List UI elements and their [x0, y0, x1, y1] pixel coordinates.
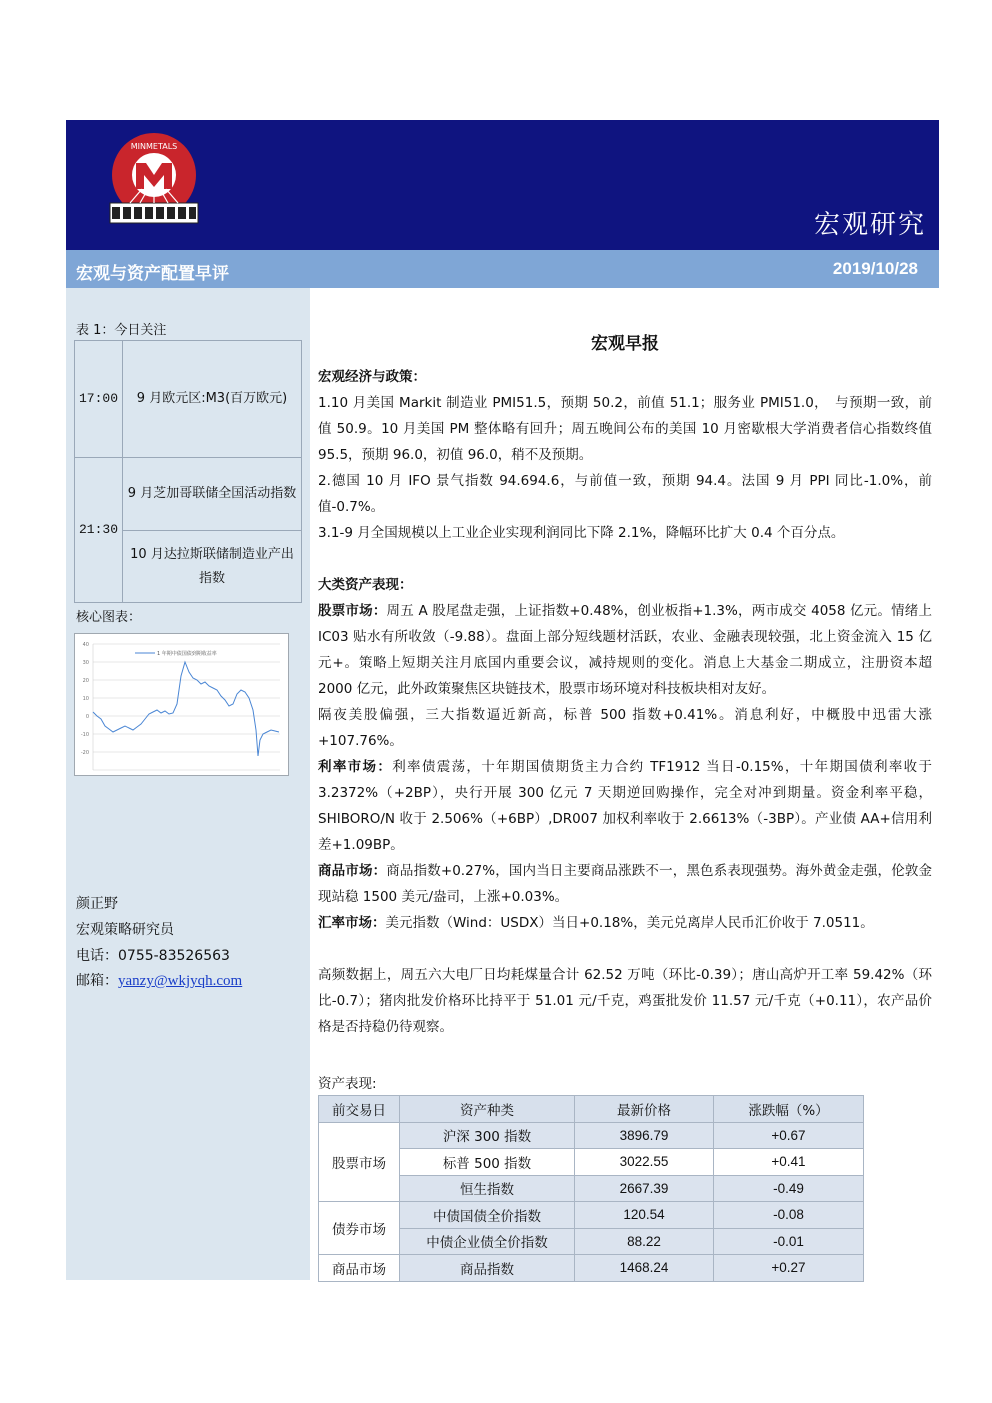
- rate-paragraph: [318, 754, 932, 858]
- event-item: 10 月达拉斯联储制造业产出指数: [123, 531, 302, 603]
- y-tick: 30: [82, 660, 89, 666]
- core-chart: [74, 633, 289, 776]
- asset-name: 中债国债全价指数: [400, 1202, 575, 1229]
- author-title: 宏观策略研究员: [76, 922, 174, 938]
- asset-price: 3022.55: [575, 1149, 714, 1176]
- table-row: [319, 1149, 864, 1176]
- y-tick: -20: [80, 750, 89, 756]
- author-email-row: [76, 970, 242, 990]
- fx-label: 汇率市场：: [318, 915, 386, 931]
- today-focus-table: [74, 340, 302, 603]
- asset-table: [318, 1095, 864, 1282]
- report-date: 2019/10/28: [832, 259, 918, 278]
- y-tick: 40: [82, 642, 89, 648]
- stock-text: 周五 A 股尾盘走强，上证指数+0.48%，创业板指+1.3%，两市成交 4058 亿元。情绪上 IC03 贴水有所收敛（-9.88）。盘面上部分短线题材活跃，农业、金融表现较强，北上资金流入 15 亿元+。策略上短期关注月底国内重要会议，减持规则的变化。消息上大基金二期成立，注册资本超 2000 亿元，此外政策聚焦区块链技术，股票市场环境对科技板块相对友好。: [318, 603, 933, 697]
- email-label: 邮箱：: [76, 973, 118, 989]
- event-item: 9 月芝加哥联储全国活动指数: [123, 458, 302, 531]
- column-header: 最新价格: [575, 1096, 714, 1123]
- asset-price: 3896.79: [575, 1122, 714, 1149]
- table-row: [319, 1122, 864, 1149]
- asset-name: 商品指数: [400, 1255, 575, 1282]
- commodity-paragraph: [318, 858, 932, 910]
- high-frequency-paragraph: 高频数据上，周五六大电厂日均耗煤量合计 62.52 万吨（环比-0.39）；唐山高炉开工率 59.42%（环比-0.7）；猪肉批发价格环比持平于 51.01 元/千克，鸡蛋批发价 11.57 元/千克（+0.11），农产品价格是否持稳仍待观察。: [318, 967, 932, 1035]
- y-tick: 0: [85, 714, 89, 720]
- report-series: 宏观与资产配置早评: [76, 264, 229, 284]
- asset-change: -0.01: [714, 1228, 864, 1255]
- asset-price: 120.54: [575, 1202, 714, 1229]
- us-stock-paragraph: 隔夜美股偏强，三大指数逼近新高，标普 500 指数+0.41%。消息利好，中概股中迅雷大涨+107.76%。: [318, 707, 932, 749]
- event-time: 17:00: [75, 341, 123, 458]
- group-cell: 商品市场: [319, 1255, 400, 1282]
- stock-paragraph: [318, 598, 932, 702]
- asset-name: 恒生指数: [400, 1175, 575, 1202]
- commodity-label: 商品市场：: [318, 863, 387, 879]
- asset-name: 沪深 300 指数: [400, 1122, 575, 1149]
- fx-text: 美元指数（Wind：USDX）当日+0.18%，美元兑离岸人民币汇价收于 7.0511。: [385, 915, 874, 931]
- group-cell: 债券市场: [319, 1202, 400, 1255]
- legend-label: 1 年期中债国债到期收益率: [157, 651, 217, 657]
- macro-heading: 宏观经济与政策：: [318, 369, 426, 385]
- today-focus-label: 表 1：今日关注: [76, 323, 167, 338]
- commodity-text: 商品指数+0.27%，国内当日主要商品涨跌不一，黑色系表现强势。海外黄金走强，伦敦金现站稳 1500 美元/盎司，上涨+0.03%。: [318, 863, 933, 905]
- asset-change: -0.49: [714, 1175, 864, 1202]
- table-row: [319, 1255, 864, 1282]
- y-tick: -10: [80, 732, 89, 738]
- event-item: 9 月欧元区:M3(百万欧元): [123, 341, 302, 458]
- macro-paragraph: 2.德国 10 月 IFO 景气指数 94.694.6，与前值一致，预期 94.4。法国 9 月 PPI 同比-1.0%，前值-0.7%。: [318, 473, 932, 515]
- column-header: 资产种类: [400, 1096, 575, 1123]
- email-link[interactable]: yanzy@wkjyqh.com: [118, 973, 243, 989]
- logo-text: MINMETALS: [130, 142, 178, 151]
- rate-label: 利率市场：: [318, 759, 393, 775]
- group-cell: 股票市场: [319, 1122, 400, 1202]
- column-header: 前交易日: [319, 1096, 400, 1123]
- asset-change: +0.27: [714, 1255, 864, 1282]
- fx-paragraph: [318, 910, 932, 936]
- main-content: [318, 330, 932, 1040]
- core-chart-label: 核心图表：: [76, 610, 142, 625]
- rate-text: 利率债震荡，十年期国债期货主力合约 TF1912 当日-0.15%，十年期国债利率收于3.2372%（+2BP），央行开展 300 亿元 7 天期逆回购操作，完全对冲到期量。资金利率平稳，SHIBORO/N 收于 2.506%（+6BP）,DR007 加权利率收于 2.6613%（-3BP）。产业债 AA+信用利差+1.09BP。: [318, 759, 933, 853]
- section-title: 宏观研究: [813, 210, 926, 240]
- stock-label: 股票市场：: [318, 603, 387, 619]
- chart-line: [93, 662, 279, 756]
- table-row: [319, 1202, 864, 1229]
- author-phone: 电话：0755-83526563: [76, 948, 230, 964]
- asset-table-label: 资产表现:: [318, 1076, 377, 1092]
- event-time: 21:30: [75, 458, 123, 603]
- macro-paragraph: 1.10 月美国 Markit 制造业 PMI51.5，预期 50.2，前值 51.1；服务业 PMI51.0， 与预期一致，前值 50.9。10 月美国 PM 整体略有回升；周五晚间公布的美国 10 月密歇根大学消费者信心指数终值 95.5，预期 96.0，初值 96.0，稍不及预期。: [318, 395, 932, 463]
- asset-price: 88.22: [575, 1228, 714, 1255]
- y-tick: 10: [82, 696, 89, 702]
- asset-change: +0.67: [714, 1122, 864, 1149]
- asset-change: -0.08: [714, 1202, 864, 1229]
- asset-heading: 大类资产表现：: [318, 577, 413, 593]
- minmetals-logo: [100, 133, 208, 231]
- doc-title: 宏观早报: [591, 334, 659, 354]
- table-row: [319, 1228, 864, 1255]
- author-name: 颜正野: [76, 896, 118, 912]
- asset-price: 2667.39: [575, 1175, 714, 1202]
- asset-price: 1468.24: [575, 1255, 714, 1282]
- table-row: [319, 1175, 864, 1202]
- y-tick: 20: [82, 678, 89, 684]
- table-header-row: [319, 1096, 864, 1123]
- column-header: 涨跌幅（%）: [714, 1096, 864, 1123]
- macro-paragraph: 3.1-9 月全国规模以上工业企业实现利润同比下降 2.1%，降幅环比扩大 0.4 个百分点。: [318, 525, 845, 541]
- asset-name: 标普 500 指数: [400, 1149, 575, 1176]
- asset-name: 中债企业债全价指数: [400, 1228, 575, 1255]
- asset-change: +0.41: [714, 1149, 864, 1176]
